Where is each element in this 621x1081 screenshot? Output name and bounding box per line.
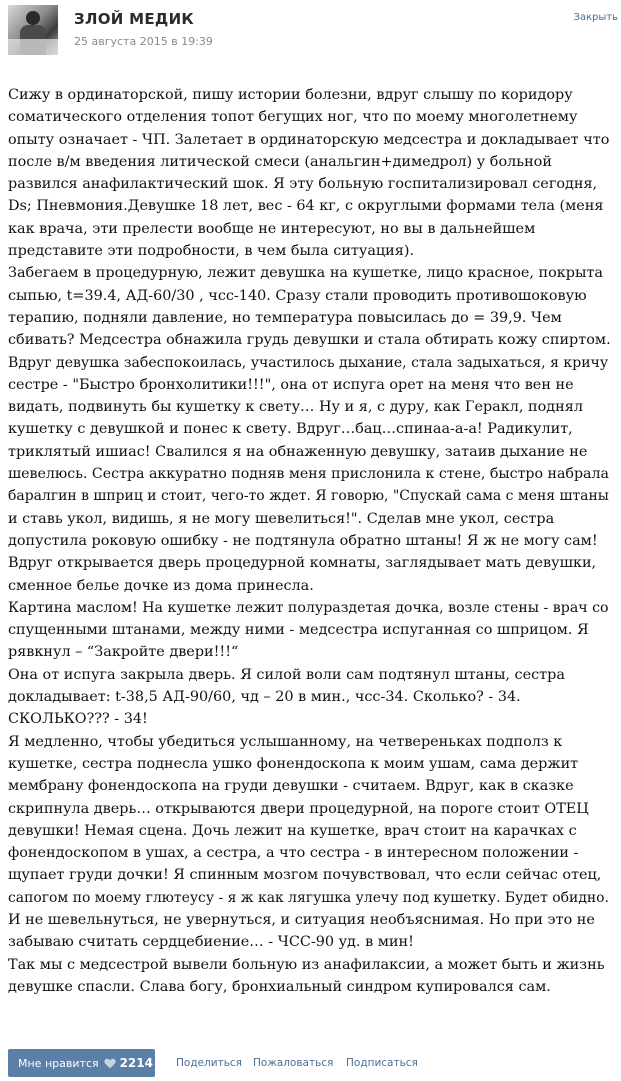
post-text-line: фонендоскопом в ушах, а сестра, а что сестра - в интересном положении -: [8, 845, 579, 862]
post-text-line: опыту означает - ЧП. Залетает в ординаторскую медсестра и докладывает что: [8, 131, 610, 148]
post-text-line: терапию, подняли давление, но температура повысилась до = 39,9. Чем: [8, 309, 562, 326]
subscribe-link[interactable]: Подписаться: [346, 1057, 418, 1069]
share-link[interactable]: Поделиться: [176, 1057, 242, 1069]
post-footer: [0, 1049, 621, 1079]
post-text-line: щупает груди дочки! Я спинным мозгом почувствовал, что если сейчас отец,: [8, 867, 602, 884]
heart-icon: [104, 1058, 116, 1069]
post-text-line: Так мы с медсестрой вывели больную из анафилаксии, а может быть и жизнь: [8, 956, 605, 973]
post-text-line: СКОЛЬКО??? - 34!: [8, 711, 148, 728]
post-text-line: Я медленно, чтобы убедиться услышанному, на четвереньках подполз к: [8, 733, 563, 750]
post-text-line: Картина маслом! На кушетке лежит полураздетая дочка, возле стены - врач со: [8, 599, 609, 616]
like-count: 2214: [119, 1056, 153, 1070]
post-text-line: сбивать? Медсестра обнажила грудь девушки и стала обтирать кожу спиртом.: [8, 332, 611, 349]
post-text-line: сапогом по моему глютеусу - я ж как лягушка улечу под кушетку. Будет обидно.: [8, 889, 609, 906]
post-text-line: И не шевельнуться, не увернуться, и ситуация необъяснимая. Но при это не: [8, 911, 595, 928]
post-text-line: Сижу в ординаторской, пишу истории болезни, вдруг слышу по коридору: [8, 87, 573, 103]
post-text-line: девушке спасли. Слава богу, бронхиальный синдром купировался сам.: [8, 978, 551, 995]
post-text-line: кушетку с девушкой и понес к свету. Вдруг…бац…спинаа-а-а! Радикулит,: [8, 421, 573, 438]
post-text-line: Забегаем в процедурную, лежит девушка на кушетке, лицо красное, покрыта: [8, 265, 603, 282]
post-text-line: Вдруг открывается дверь процедурной комнаты, заглядывает мать девушки,: [8, 555, 597, 572]
post-text-line: Она от испуга закрыла дверь. Я силой воли сам подтянул штаны, сестра: [8, 666, 565, 683]
post-text-line: докладывает: t-38,5 АД-90/60, чд – 20 в мин., чсс-34. Сколько? - 34.: [8, 689, 521, 706]
post-text-line: кушетке, сестра поднесла ушко фонендоскопа к моим ушам, сама держит: [8, 755, 579, 772]
post-text-line: сыпью, t=39.4, АД-60/30 , чсс-140. Сразу стали проводить противошоковую: [8, 287, 587, 304]
post-text-line: развился анафилактический шок. Я эту больную госпитализировал сегодня,: [8, 176, 598, 193]
post-header: [0, 0, 621, 70]
post-text-line: сестре - "Быстро бронхолитики!!!", она от испуга орет на меня что вен не: [8, 376, 574, 393]
post-text-line: баралгин в шприц и стоит, чего-то ждет. Я говорю, "Спускай сама с меня штаны: [8, 488, 609, 505]
post-text-line: после в/м введения литической смеси (анальгин+димедрол) у больной: [8, 153, 552, 170]
close-button[interactable]: Закрыть: [573, 12, 618, 23]
post-text-line: рявкнул – “Закройте двери!!!“: [8, 644, 239, 661]
post-text-line: скрипнула дверь… открываются двери процедурной, на пороге стоит ОТЕЦ: [8, 800, 589, 817]
author-name[interactable]: ЗЛОЙ МЕДИК: [74, 10, 194, 28]
post-text-line: видать, подвинуть бы кушетку к свету… Ну и я, с дуру, как Геракл, поднял: [8, 399, 583, 416]
post-text-line: забываю считать сердцебиение… - ЧСС-90 уд. в мин!: [8, 934, 414, 951]
post-text-line: Ds; Пневмония.Девушке 18 лет, вес - 64 кг, с округлыми формами тела (меня: [8, 198, 604, 215]
post-text-line: спущенными штанами, между ними - медсестра испуганная со шприцом. Я: [8, 622, 589, 639]
post-text: [8, 84, 611, 998]
report-link[interactable]: Пожаловаться: [253, 1057, 334, 1069]
post-text-line: Вдруг девушка забеспокоилась, участилось дыхание, стала задыхаться, я кричу: [8, 354, 609, 371]
post-text-line: допустила роковую ошибку - не подтянула обратно штаны! Я ж не могу сам!: [8, 532, 598, 549]
like-button[interactable]: [8, 1049, 155, 1077]
avatar[interactable]: [8, 5, 58, 55]
post-text-line: соматического отделения топот бегущих ног, что по моему многолетнему: [8, 109, 578, 126]
post-date[interactable]: 25 августа 2015 в 19:39: [74, 35, 213, 48]
post-text-line: мембрану фонендоскопа на груди девушки - считаем. Вдруг, как в сказке: [8, 778, 574, 795]
post-text-line: сменное белье дочке из дома принесла.: [8, 577, 314, 594]
post-text-line: триклятый ишиас! Свалился я на обнаженную девушку, затаив дыхание не: [8, 443, 588, 460]
like-label: Мне нравится: [18, 1056, 99, 1070]
post-text-line: и ставь укол, видишь, я не могу шевелиться!". Сделав мне укол, сестра: [8, 510, 555, 527]
post-text-line: представите эти подробности, в чем была ситуация).: [8, 243, 415, 260]
post-text-line: девушки! Немая сцена. Дочь лежит на кушетке, врач стоит на карачках с: [8, 822, 577, 839]
post-text-line: шевелюсь. Сестра аккуратно подняв меня прислонила к стене, быстро набрала: [8, 466, 609, 483]
post-text-line: как врача, эти прелести вообще не интересуют, но вы в дальнейшем: [8, 220, 536, 237]
